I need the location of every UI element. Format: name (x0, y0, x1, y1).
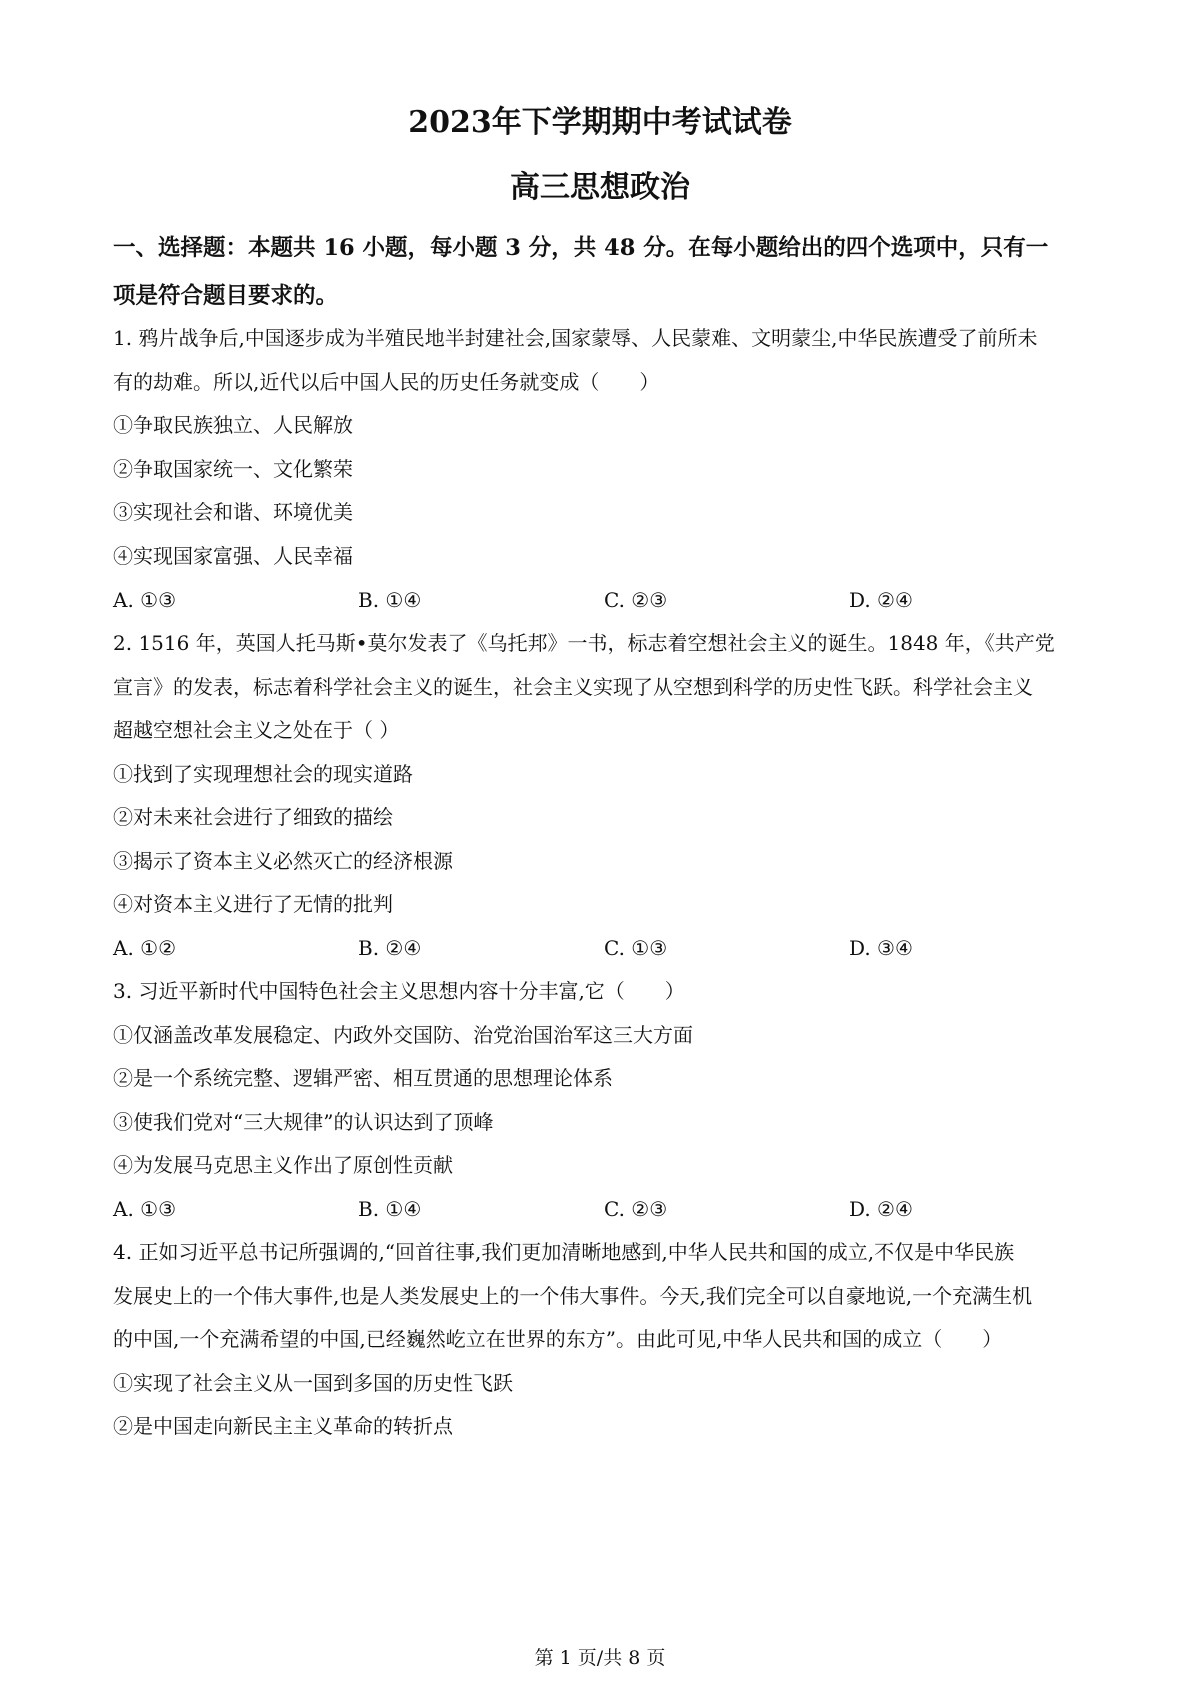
q4-option: ①实现了社会主义从一国到多国的历史性飞跃 (113, 1371, 513, 1395)
q3-stem-line: 3. 习近平新时代中国特色社会主义思想内容十分丰富,它（ ） (113, 979, 685, 1003)
section-heading-line: 项是符合题目要求的。 (113, 283, 339, 309)
subject-title: 高三思想政治 (510, 170, 690, 205)
q2-option: ④对资本主义进行了无情的批判 (113, 892, 393, 916)
q2-option: ②对未来社会进行了细致的描绘 (113, 805, 393, 829)
q2-option: ③揭示了资本主义必然灭亡的经济根源 (113, 849, 453, 873)
q1-option: ②争取国家统一、文化繁荣 (113, 457, 353, 481)
choice-a: A. ①② (113, 936, 177, 960)
q4-stem-line: 发展史上的一个伟大事件,也是人类发展史上的一个伟大事件。今天,我们完全可以自豪地说,一个充满生机 (113, 1284, 1033, 1308)
choice-d: D. ②④ (849, 1197, 913, 1221)
choice-b: B. ②④ (358, 936, 422, 960)
page-number: 第 1 页/共 8 页 (534, 1647, 666, 1669)
q1-option: ①争取民族独立、人民解放 (113, 413, 353, 437)
q3-choices (113, 1195, 1103, 1223)
q1-option: ③实现社会和谐、环境优美 (113, 500, 353, 524)
q1-choices (113, 586, 1103, 614)
q4-option: ②是中国走向新民主主义革命的转折点 (113, 1414, 453, 1438)
choice-c: C. ②③ (604, 1197, 668, 1221)
q2-choices (113, 934, 1103, 962)
q2-stem-line: 宣言》的发表，标志着科学社会主义的诞生，社会主义实现了从空想到科学的历史性飞跃。科学社会主义 (113, 675, 1033, 699)
choice-d: D. ②④ (849, 588, 913, 612)
q4-stem-line: 的中国,一个充满希望的中国,已经巍然屹立在世界的东方”。由此可见,中华人民共和国的成立（ ） (113, 1327, 1003, 1351)
choice-d: D. ③④ (849, 936, 913, 960)
choice-a: A. ①③ (113, 1197, 177, 1221)
choice-b: B. ①④ (358, 588, 422, 612)
q3-option: ②是一个系统完整、逻辑严密、相互贯通的思想理论体系 (113, 1066, 613, 1090)
q4-stem-line: 4. 正如习近平总书记所强调的,“回首往事,我们更加清晰地感到,中华人民共和国的成立,不仅是中华民族 (113, 1240, 1015, 1264)
q3-option: ①仅涵盖改革发展稳定、内政外交国防、治党治国治军这三大方面 (113, 1023, 693, 1047)
q2-stem-line: 超越空想社会主义之处在于（ ） (113, 718, 400, 742)
choice-a: A. ①③ (113, 588, 177, 612)
choice-b: B. ①④ (358, 1197, 422, 1221)
q1-option: ④实现国家富强、人民幸福 (113, 544, 353, 568)
exam-title: 2023年下学期期中考试试卷 (408, 105, 792, 140)
q1-stem-line: 1. 鸦片战争后,中国逐步成为半殖民地半封建社会,国家蒙辱、人民蒙难、文明蒙尘,中华民族遭受了前所未 (113, 326, 1038, 350)
q2-stem-line: 2. 1516 年，英国人托马斯•莫尔发表了《乌托邦》一书，标志着空想社会主义的诞生。1848 年，《共产党 (113, 631, 1055, 655)
q2-option: ①找到了实现理想社会的现实道路 (113, 762, 413, 786)
q1-stem-line: 有的劫难。所以,近代以后中国人民的历史任务就变成（ ） (113, 370, 660, 394)
q3-option: ③使我们党对“三大规律”的认识达到了顶峰 (113, 1110, 494, 1134)
section-heading-line: 一、选择题：本题共 16 小题，每小题 3 分，共 48 分。在每小题给出的四个选项中，只有一 (113, 235, 1049, 261)
section-heading (113, 224, 1098, 320)
choice-c: C. ②③ (604, 588, 668, 612)
q3-option: ④为发展马克思主义作出了原创性贡献 (113, 1153, 453, 1177)
choice-c: C. ①③ (604, 936, 668, 960)
